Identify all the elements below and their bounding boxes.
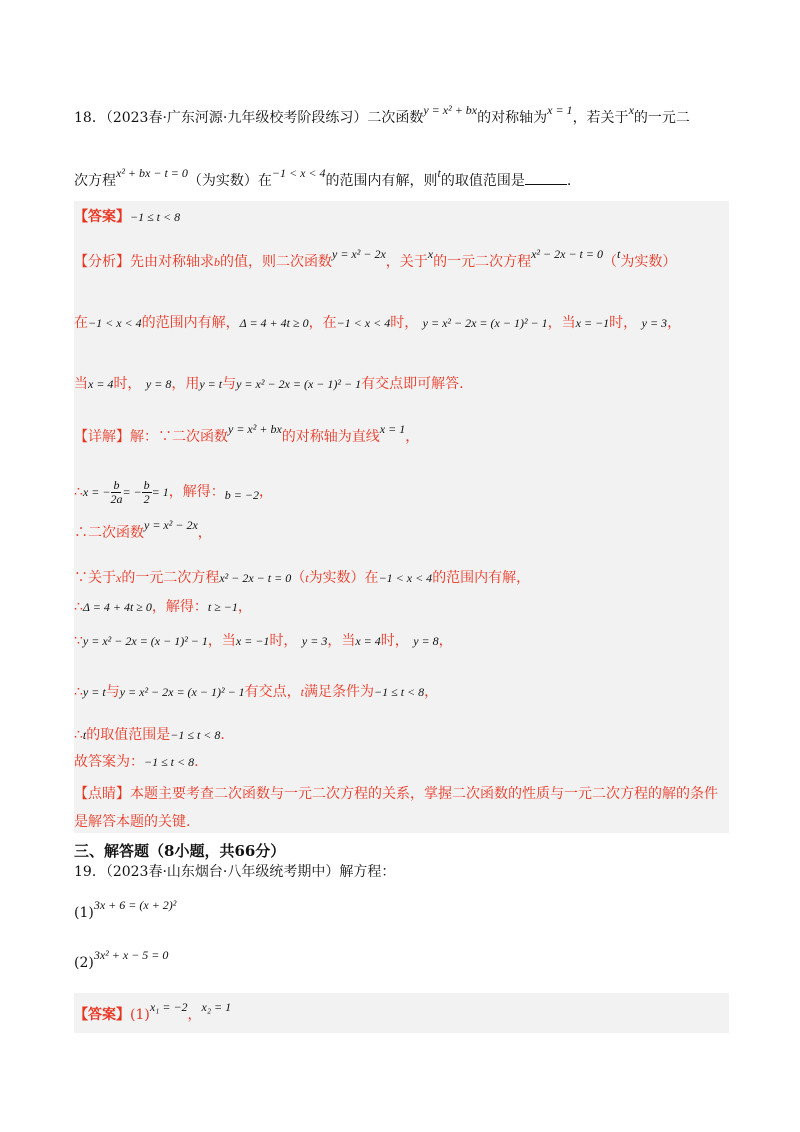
math-expr: x₁ = −2 [149, 1000, 188, 1014]
answer19-line: 【答案】(1)x₁ = −2，x₂ = 1 [74, 1000, 232, 1023]
math-expr: = − [122, 485, 142, 499]
math-expr: y = x² − 2x = (x − 1)² − 1 [119, 685, 245, 699]
fraction: $\frac{b}{2a}$ [110, 477, 123, 506]
detail-line6: ∵y = x² − 2x = (x − 1)² − 1，当x = −1时， y = 3，当x = 4时， y = 8， [74, 633, 453, 649]
math-expr: y = x² − 2x = (x − 1)² − 1 [422, 316, 548, 330]
math-expr: Δ = 4 + 4t ≥ 0 [82, 600, 152, 614]
math-expr: x [628, 103, 634, 117]
math-expr: x₂ = 1 [201, 1000, 232, 1014]
math-expr: x = 4 [355, 634, 381, 648]
analysis-line1: 【分析】先由对称轴求b的值，则二次函数y = x² − 2x，关于x的一元二次方程x² − 2x − t = 0（t为实数） [74, 247, 677, 270]
math-expr: −1 < x < 4 [336, 316, 391, 330]
math-expr: −1 < x < 4 [88, 316, 142, 330]
math-expr: x = 1 [379, 422, 406, 436]
math-expr: y = x² − 2x = (x − 1)² − 1 [82, 634, 208, 648]
detail-line5: ∴Δ = 4 + 4t ≥ 0，解得：t ≥ −1， [74, 599, 252, 615]
math-expr: = 1 [151, 485, 169, 499]
math-expr: −1 ≤ t < 8 [144, 755, 195, 769]
math-expr: −1 ≤ t < 8 [130, 210, 181, 224]
section-title: 三、解答题（8小题，共66分） [74, 842, 286, 860]
q19-stem: 19．（2023春·山东烟台·八年级统考期中）解方程： [74, 864, 396, 880]
math-expr: y = x² + bx [423, 103, 478, 117]
math-expr: −1 < x < 4 [378, 571, 433, 585]
analysis-line2: 在−1 < x < 4的范围内有解，Δ = 4 + 4t ≥ 0，在−1 < x < 4时， y = x² − 2x = (x − 1)² − 1，当x = −1时， y = 3， [74, 315, 682, 331]
q18-line1: 18．（2023春·广东河源·九年级校考阶段练习）二次函数y = x² + bx的对称轴为x = 1，若关于x的一元二 [74, 103, 690, 126]
detail-line9: 故答案为：−1 ≤ t < 8. [74, 754, 199, 770]
math-expr: y = 3 [301, 634, 328, 648]
answer18-line: 【答案】−1 ≤ t < 8 [74, 209, 181, 225]
math-expr: y = 3 [641, 316, 668, 330]
comment-line2: 是解答本题的关键. [74, 814, 191, 830]
q18-line2: 次方程x² + bx − t = 0（为实数）在−1 < x < 4的范围内有解，则t的取值范围是 . [74, 166, 572, 189]
math-expr: x = −1 [235, 634, 270, 648]
math-expr: y = x² + bx [228, 422, 282, 436]
q19-part1: (1)3x + 6 = (x + 2)² [74, 898, 177, 921]
detail-line4: ∵关于x的一元二次方程x² − 2x − t = 0（t为实数）在−1 < x < 4的范围内有解， [74, 570, 531, 586]
math-expr: x² − 2x − t = 0 [219, 571, 292, 585]
math-expr: x = 1 [547, 103, 573, 117]
fraction: $\frac{b}{2}$ [143, 477, 150, 506]
math-expr: −1 < x < 4 [271, 166, 326, 180]
math-expr: 3x + 6 = (x + 2)² [93, 898, 177, 912]
math-expr: Δ = 4 + 4t ≥ 0 [239, 316, 309, 330]
math-expr: y = t [199, 377, 223, 391]
math-expr: y = 8 [145, 377, 172, 391]
math-expr: x² − 2x − t = 0 [531, 247, 603, 261]
math-expr: x² + bx − t = 0 [116, 166, 188, 180]
math-expr: y = x² − 2x [144, 518, 198, 532]
math-expr: y = t [82, 685, 106, 699]
q19-part2: (2)3x² + x − 5 = 0 [74, 948, 169, 971]
math-expr: t [617, 247, 621, 261]
math-expr: y = x² − 2x = (x − 1)² − 1 [236, 377, 362, 391]
answer-blank [525, 171, 567, 185]
math-expr: 3x² + x − 5 = 0 [93, 948, 169, 962]
math-expr: x [427, 247, 434, 261]
math-expr: −1 ≤ t < 8 [374, 685, 425, 699]
detail-line2: ∴x = − $\frac{b}{2a}$ = − $\frac{b}{2}$ = 1，解得：b = −2， [74, 477, 273, 506]
detail-line7: ∴y = t与y = x² − 2x = (x − 1)² − 1有交点，t满足条件为−1 ≤ t < 8， [74, 684, 439, 700]
math-expr: x = −1 [575, 316, 610, 330]
math-expr: b = −2 [224, 488, 259, 502]
detail-line3: ∴二次函数y = x² − 2x， [74, 518, 212, 541]
math-expr: y = x² − 2x [332, 247, 386, 261]
detail-line8: ∴t的取值范围是−1 ≤ t < 8. [74, 727, 225, 743]
math-expr: x = 4 [88, 377, 114, 391]
math-expr: t [437, 166, 441, 180]
analysis-line3: 当x = 4时， y = 8，用y = t与y = x² − 2x = (x − 1)² − 1有交点即可解答. [74, 376, 464, 392]
comment-line1: 【点睛】本题主要考查二次函数与一元二次方程的关系，掌握二次函数的性质与一元二次方程的解的条件 [74, 786, 718, 802]
math-expr: t ≥ −1 [207, 600, 238, 614]
detail-line1: 【详解】解：∵二次函数y = x² + bx的对称轴为直线x = 1， [74, 422, 420, 445]
math-expr: y = 8 [413, 634, 439, 648]
math-expr: x = − [82, 485, 111, 499]
math-expr: t [82, 728, 87, 742]
math-expr: −1 ≤ t < 8 [170, 728, 221, 742]
